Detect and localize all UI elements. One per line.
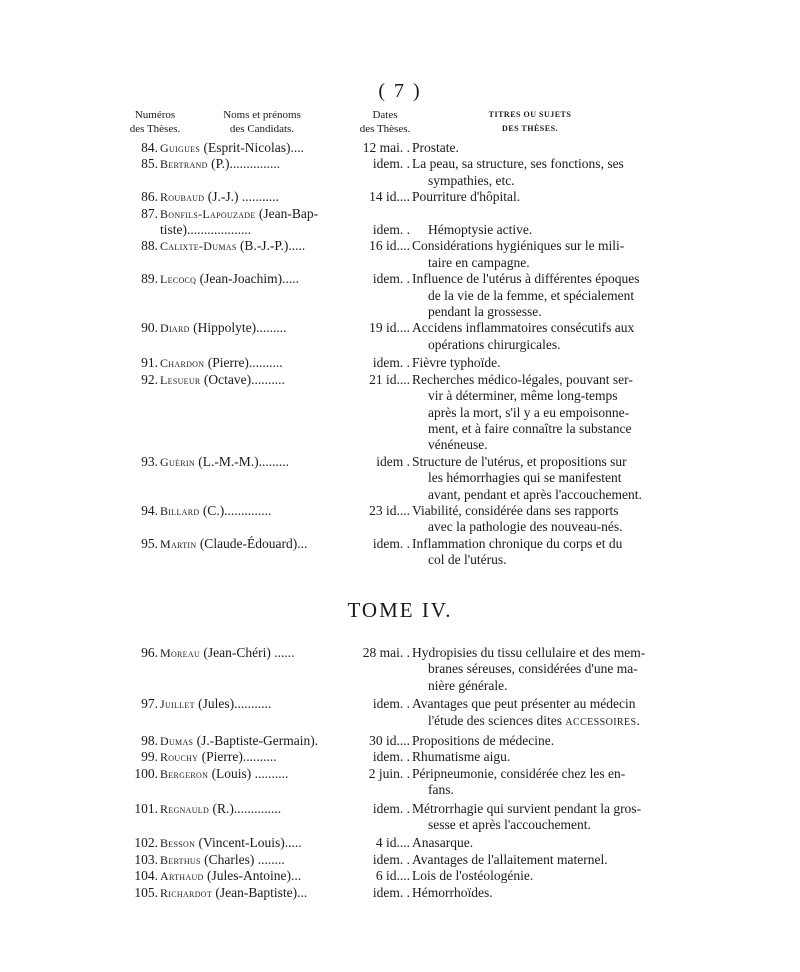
thesis-title-line: les hémorrhagies qui se manifestent bbox=[428, 470, 622, 486]
thesis-date: 14 id.... bbox=[369, 189, 410, 205]
candidate-surname: Chardon bbox=[160, 356, 205, 371]
header-name-line2: des Candidats. bbox=[229, 123, 295, 135]
thesis-entry bbox=[0, 206, 800, 239]
thesis-title bbox=[412, 645, 670, 694]
candidate-forenames: (Louis) .......... bbox=[208, 765, 289, 781]
thesis-date: 2 juin. . bbox=[368, 765, 410, 781]
thesis-title-line: La peau, sa structure, ses fonctions, ses bbox=[412, 156, 624, 172]
thesis-number: 89. bbox=[141, 271, 158, 287]
thesis-title bbox=[412, 835, 670, 851]
emphasized-word: ACCESSOIRES bbox=[565, 716, 637, 728]
thesis-title-line: vénéneuse. bbox=[428, 437, 488, 453]
thesis-number: 96. bbox=[141, 645, 158, 660]
thesis-entry bbox=[0, 766, 800, 799]
candidate-name-line bbox=[160, 766, 288, 781]
candidate-forenames: (Claude-Édouard)... bbox=[196, 535, 308, 551]
thesis-title bbox=[412, 733, 670, 749]
thesis-entry bbox=[0, 885, 800, 901]
thesis-number: 102. bbox=[134, 835, 158, 851]
thesis-date: 21 id.... bbox=[369, 371, 410, 387]
thesis-title-line: Accidens inflammatoires consécutifs aux bbox=[412, 320, 635, 336]
candidate-surname: Lecocq bbox=[160, 272, 197, 287]
thesis-title-line: branes séreuses, considérées d'une ma- bbox=[428, 661, 638, 677]
thesis-number: 95. bbox=[141, 535, 158, 551]
thesis-date: idem. . bbox=[372, 884, 410, 900]
thesis-entry bbox=[0, 835, 800, 851]
thesis-date: idem. . bbox=[372, 800, 410, 816]
thesis-list-section-1 bbox=[0, 140, 800, 569]
candidate-forenames: (Jules-Antoine)... bbox=[203, 868, 302, 884]
thesis-title-line: Influence de l'utérus à différentes époques bbox=[412, 271, 640, 287]
thesis-number: 92. bbox=[141, 371, 158, 387]
thesis-number: 98. bbox=[141, 733, 158, 749]
thesis-title-line: opérations chirurgicales. bbox=[428, 336, 561, 352]
thesis-number: 99. bbox=[141, 749, 158, 765]
thesis-title-line: vir à déterminer, même long-temps bbox=[428, 388, 618, 404]
thesis-entry bbox=[0, 696, 800, 731]
candidate-forenames: (Octave).......... bbox=[200, 371, 285, 387]
thesis-date: 6 id.... bbox=[375, 868, 410, 884]
candidate-forenames: (Jean-Baptiste)... bbox=[212, 884, 308, 900]
thesis-title-line: de la vie de la femme, et spécialement bbox=[428, 287, 635, 303]
thesis-entry bbox=[0, 372, 800, 454]
thesis-entry bbox=[0, 355, 800, 371]
thesis-title-line: Propositions de médecine. bbox=[412, 733, 555, 749]
page-number: ( 7 ) bbox=[378, 80, 422, 102]
thesis-title bbox=[412, 271, 670, 320]
thesis-title-line bbox=[412, 206, 670, 222]
candidate-surname: Dumas bbox=[160, 734, 194, 749]
thesis-number: 94. bbox=[141, 502, 158, 518]
header-title-line2: DES THÈSES. bbox=[501, 124, 559, 133]
thesis-title-line: Prostate. bbox=[412, 140, 459, 155]
candidate-surname: Berthus bbox=[160, 852, 201, 867]
candidate-surname: Roubaud bbox=[160, 190, 205, 205]
header-title bbox=[470, 108, 590, 136]
candidate-name bbox=[160, 156, 340, 172]
thesis-title bbox=[412, 852, 670, 868]
header-title-line1: TITRES OU SUJETS bbox=[488, 110, 572, 119]
candidate-name bbox=[160, 454, 340, 470]
candidate-name-continuation: tiste)................... bbox=[160, 222, 252, 238]
candidate-name bbox=[160, 801, 340, 817]
thesis-entry bbox=[0, 536, 800, 569]
candidate-name-line bbox=[160, 885, 307, 900]
candidate-surname: Juillet bbox=[160, 697, 195, 712]
thesis-date: 23 id.... bbox=[369, 502, 410, 518]
candidate-surname: Richardot bbox=[160, 885, 213, 900]
candidate-forenames: (B.-J.-P.)..... bbox=[236, 238, 306, 254]
thesis-title-line: avant, pendant et après l'accouchement. bbox=[428, 486, 642, 502]
thesis-list-section-2 bbox=[0, 645, 800, 901]
candidate-forenames: (Jean-Chéri) ...... bbox=[200, 645, 295, 660]
thesis-date: idem. . bbox=[372, 271, 410, 287]
candidate-name bbox=[160, 271, 340, 287]
candidate-name bbox=[160, 206, 340, 239]
thesis-date: 19 id.... bbox=[369, 320, 410, 336]
candidate-forenames: (Vincent-Louis)..... bbox=[195, 835, 302, 851]
candidate-name-line bbox=[160, 835, 302, 850]
candidate-name-line bbox=[160, 156, 280, 171]
candidate-name bbox=[160, 749, 340, 765]
thesis-title-line: avec la pathologie des nouveau-nés. bbox=[428, 519, 623, 535]
candidate-name-line bbox=[160, 372, 285, 387]
candidate-name bbox=[160, 868, 340, 884]
thesis-number: 90. bbox=[141, 320, 158, 336]
thesis-title bbox=[412, 355, 670, 371]
thesis-title-line: taire en campagne. bbox=[428, 254, 530, 270]
candidate-name-line bbox=[160, 238, 305, 253]
thesis-title-line: Lois de l'ostéologénie. bbox=[412, 868, 534, 884]
thesis-entry bbox=[0, 454, 800, 503]
candidate-name bbox=[160, 696, 340, 712]
candidate-name bbox=[160, 140, 340, 156]
candidate-name-line bbox=[160, 140, 304, 155]
candidate-name bbox=[160, 503, 340, 519]
thesis-date: 30 id.... bbox=[369, 733, 410, 749]
thesis-entry bbox=[0, 140, 800, 156]
thesis-number: 97. bbox=[141, 696, 158, 712]
candidate-forenames: (Jules)........... bbox=[194, 696, 272, 712]
thesis-title-line: sympathies, etc. bbox=[428, 172, 515, 188]
thesis-entry bbox=[0, 733, 800, 749]
header-number-line2: des Thèses. bbox=[129, 123, 181, 135]
candidate-surname: Martin bbox=[160, 536, 197, 551]
thesis-title-line: nière générale. bbox=[428, 677, 508, 693]
candidate-name bbox=[160, 536, 340, 552]
candidate-surname: Bergeron bbox=[160, 766, 209, 781]
thesis-title-line: Hémorrhoïdes. bbox=[412, 884, 493, 900]
thesis-title-line: Pourriture d'hôpital. bbox=[412, 189, 521, 205]
thesis-title bbox=[412, 766, 670, 799]
candidate-forenames: (Pierre).......... bbox=[198, 749, 277, 765]
thesis-date: idem. . bbox=[372, 535, 410, 551]
thesis-entry bbox=[0, 852, 800, 868]
candidate-name-line bbox=[160, 696, 271, 711]
candidate-surname: Arthaud bbox=[160, 869, 204, 884]
thesis-date: idem. . bbox=[372, 851, 410, 867]
thesis-title-line: Avantages de l'allaitement maternel. bbox=[412, 851, 608, 867]
header-date-line2: des Thèses. bbox=[359, 123, 411, 135]
thesis-number: 101. bbox=[134, 800, 158, 816]
thesis-title bbox=[412, 536, 670, 569]
candidate-forenames: (Jean-Bap- bbox=[255, 205, 319, 221]
thesis-date: idem. . bbox=[372, 355, 410, 371]
candidate-name bbox=[160, 372, 340, 388]
thesis-date: idem. . bbox=[372, 749, 410, 765]
candidate-name-line bbox=[160, 852, 285, 867]
thesis-entry bbox=[0, 749, 800, 765]
thesis-number: 84. bbox=[141, 140, 158, 155]
thesis-title bbox=[412, 320, 670, 353]
thesis-number: 100. bbox=[134, 765, 158, 781]
thesis-date: idem. . bbox=[372, 696, 410, 712]
thesis-entry bbox=[0, 271, 800, 320]
candidate-name-line bbox=[160, 733, 318, 748]
thesis-title-line: Rhumatisme aigu. bbox=[412, 749, 511, 765]
candidate-forenames: (P.)............... bbox=[207, 156, 281, 172]
candidate-name-line bbox=[160, 454, 289, 469]
candidate-surname: Bonfils-Lapouzade bbox=[160, 206, 256, 221]
thesis-title-line: fans. bbox=[428, 782, 454, 798]
thesis-date: 12 mai. . bbox=[362, 140, 410, 155]
thesis-date: 28 mai. . bbox=[362, 645, 410, 660]
candidate-name-line bbox=[160, 271, 299, 286]
candidate-name-line bbox=[160, 320, 286, 335]
candidate-name bbox=[160, 885, 340, 901]
thesis-title-line: Considérations hygiéniques sur le mili- bbox=[412, 238, 625, 254]
candidate-name bbox=[160, 355, 340, 371]
thesis-date: idem . bbox=[376, 453, 410, 469]
thesis-title-line: Péripneumonie, considérée chez les en- bbox=[412, 765, 626, 781]
thesis-date: 4 id.... bbox=[375, 835, 410, 851]
candidate-forenames: (R.).............. bbox=[209, 800, 282, 816]
thesis-title bbox=[412, 238, 670, 271]
thesis-title-line: Recherches médico-légales, pouvant ser- bbox=[412, 371, 633, 387]
thesis-title bbox=[412, 156, 670, 189]
candidate-surname: Moreau bbox=[160, 646, 201, 660]
thesis-title-line: sesse et après l'accouchement. bbox=[428, 817, 591, 833]
candidate-name-line bbox=[160, 749, 277, 764]
thesis-title-line: Hydropisies du tissu cellulaire et des mem- bbox=[412, 645, 646, 660]
candidate-name-line bbox=[160, 503, 271, 518]
thesis-title bbox=[412, 868, 670, 884]
thesis-date: idem. . bbox=[372, 156, 410, 172]
header-date-line1: Dates bbox=[372, 109, 398, 121]
candidate-name bbox=[160, 835, 340, 851]
thesis-entry bbox=[0, 645, 800, 694]
candidate-forenames: (Esprit-Nicolas).... bbox=[200, 140, 304, 155]
candidate-name-line bbox=[160, 355, 283, 370]
thesis-entry bbox=[0, 320, 800, 353]
thesis-title-line: après la mort, s'il y a eu empoisonne- bbox=[428, 404, 630, 420]
thesis-number: 91. bbox=[141, 355, 158, 371]
header-number bbox=[120, 108, 190, 136]
thesis-entry bbox=[0, 801, 800, 834]
candidate-surname: Lesueur bbox=[160, 372, 201, 387]
thesis-title bbox=[412, 503, 670, 536]
header-date bbox=[350, 108, 420, 136]
candidate-surname: Billard bbox=[160, 503, 200, 518]
thesis-entry bbox=[0, 189, 800, 205]
candidate-surname: Rouchy bbox=[160, 750, 199, 765]
thesis-title-line: Avantages que peut présenter au médecin bbox=[412, 696, 636, 712]
thesis-title-line: l'étude des sciences dites ACCESSOIRES. bbox=[428, 712, 640, 728]
thesis-title-line: ment, et à faire connaître la substance bbox=[428, 420, 632, 436]
candidate-surname: Diard bbox=[160, 321, 190, 336]
thesis-title-line: col de l'utérus. bbox=[428, 552, 507, 568]
candidate-name-line bbox=[160, 536, 307, 551]
candidate-surname: Guigues bbox=[160, 141, 201, 155]
thesis-title bbox=[412, 749, 670, 765]
candidate-name-line bbox=[160, 645, 295, 660]
candidate-name bbox=[160, 852, 340, 868]
candidate-forenames: (Hippolyte)......... bbox=[189, 320, 287, 336]
thesis-title-line: Viabilité, considérée dans ses rapports bbox=[412, 502, 619, 518]
candidate-name bbox=[160, 733, 340, 749]
thesis-date: 16 id.... bbox=[369, 238, 410, 254]
thesis-title bbox=[412, 696, 670, 731]
thesis-title bbox=[412, 801, 670, 834]
thesis-entry bbox=[0, 238, 800, 271]
thesis-number: 87. bbox=[141, 205, 158, 221]
column-headers bbox=[0, 108, 800, 138]
thesis-title-line: Métrorrhagie qui survient pendant la gros- bbox=[412, 800, 642, 816]
thesis-number: 88. bbox=[141, 238, 158, 254]
candidate-name-line bbox=[160, 801, 281, 816]
candidate-name-line bbox=[160, 189, 279, 204]
thesis-title-line: Anasarque. bbox=[412, 835, 474, 851]
thesis-title bbox=[412, 189, 670, 205]
thesis-number: 104. bbox=[134, 868, 158, 884]
candidate-surname: Bertrand bbox=[160, 157, 208, 172]
thesis-title bbox=[412, 372, 670, 454]
thesis-title-line: Structure de l'utérus, et propositions sur bbox=[412, 453, 627, 469]
thesis-entry bbox=[0, 156, 800, 189]
thesis-title bbox=[412, 885, 670, 901]
candidate-forenames: (J.-Baptiste-Germain). bbox=[193, 733, 319, 749]
thesis-number: 93. bbox=[141, 453, 158, 469]
candidate-forenames: (C.).............. bbox=[199, 502, 272, 518]
header-name bbox=[212, 108, 312, 136]
header-number-line1: Numéros bbox=[134, 109, 176, 121]
thesis-title bbox=[412, 206, 670, 239]
candidate-forenames: (J.-J.) ........... bbox=[204, 189, 279, 205]
candidate-name bbox=[160, 645, 340, 661]
candidate-name bbox=[160, 320, 340, 336]
candidate-surname: Calixte-Dumas bbox=[160, 239, 237, 254]
thesis-entry bbox=[0, 503, 800, 536]
thesis-number: 103. bbox=[134, 851, 158, 867]
candidate-surname: Besson bbox=[160, 836, 196, 851]
thesis-number: 105. bbox=[134, 884, 158, 900]
header-name-line1: Noms et prénoms bbox=[223, 109, 301, 121]
candidate-surname: Guérin bbox=[160, 454, 195, 469]
candidate-name-line bbox=[160, 868, 301, 883]
thesis-date: idem. . bbox=[372, 222, 410, 238]
candidate-name bbox=[160, 766, 340, 782]
candidate-surname: Regnauld bbox=[160, 801, 210, 816]
candidate-forenames: (L.-M.-M.)......... bbox=[194, 453, 290, 469]
candidate-name-line bbox=[160, 206, 318, 221]
candidate-forenames: (Pierre).......... bbox=[204, 355, 283, 371]
candidate-name bbox=[160, 189, 340, 205]
tome-heading: TOME IV. bbox=[347, 598, 453, 622]
thesis-number: 85. bbox=[141, 156, 158, 172]
thesis-title-line: pendant la grossesse. bbox=[428, 304, 542, 320]
thesis-title-line: Hémoptysie active. bbox=[428, 222, 533, 238]
thesis-title-line: Inflammation chronique du corps et du bbox=[412, 535, 623, 551]
candidate-name bbox=[160, 238, 340, 254]
candidate-forenames: (Charles) ........ bbox=[200, 851, 285, 867]
thesis-title-line: Fièvre typhoïde. bbox=[412, 355, 501, 371]
thesis-title bbox=[412, 454, 670, 503]
candidate-forenames: (Jean-Joachim)..... bbox=[196, 271, 299, 287]
thesis-entry bbox=[0, 868, 800, 884]
thesis-number: 86. bbox=[141, 189, 158, 205]
thesis-title bbox=[412, 140, 670, 156]
